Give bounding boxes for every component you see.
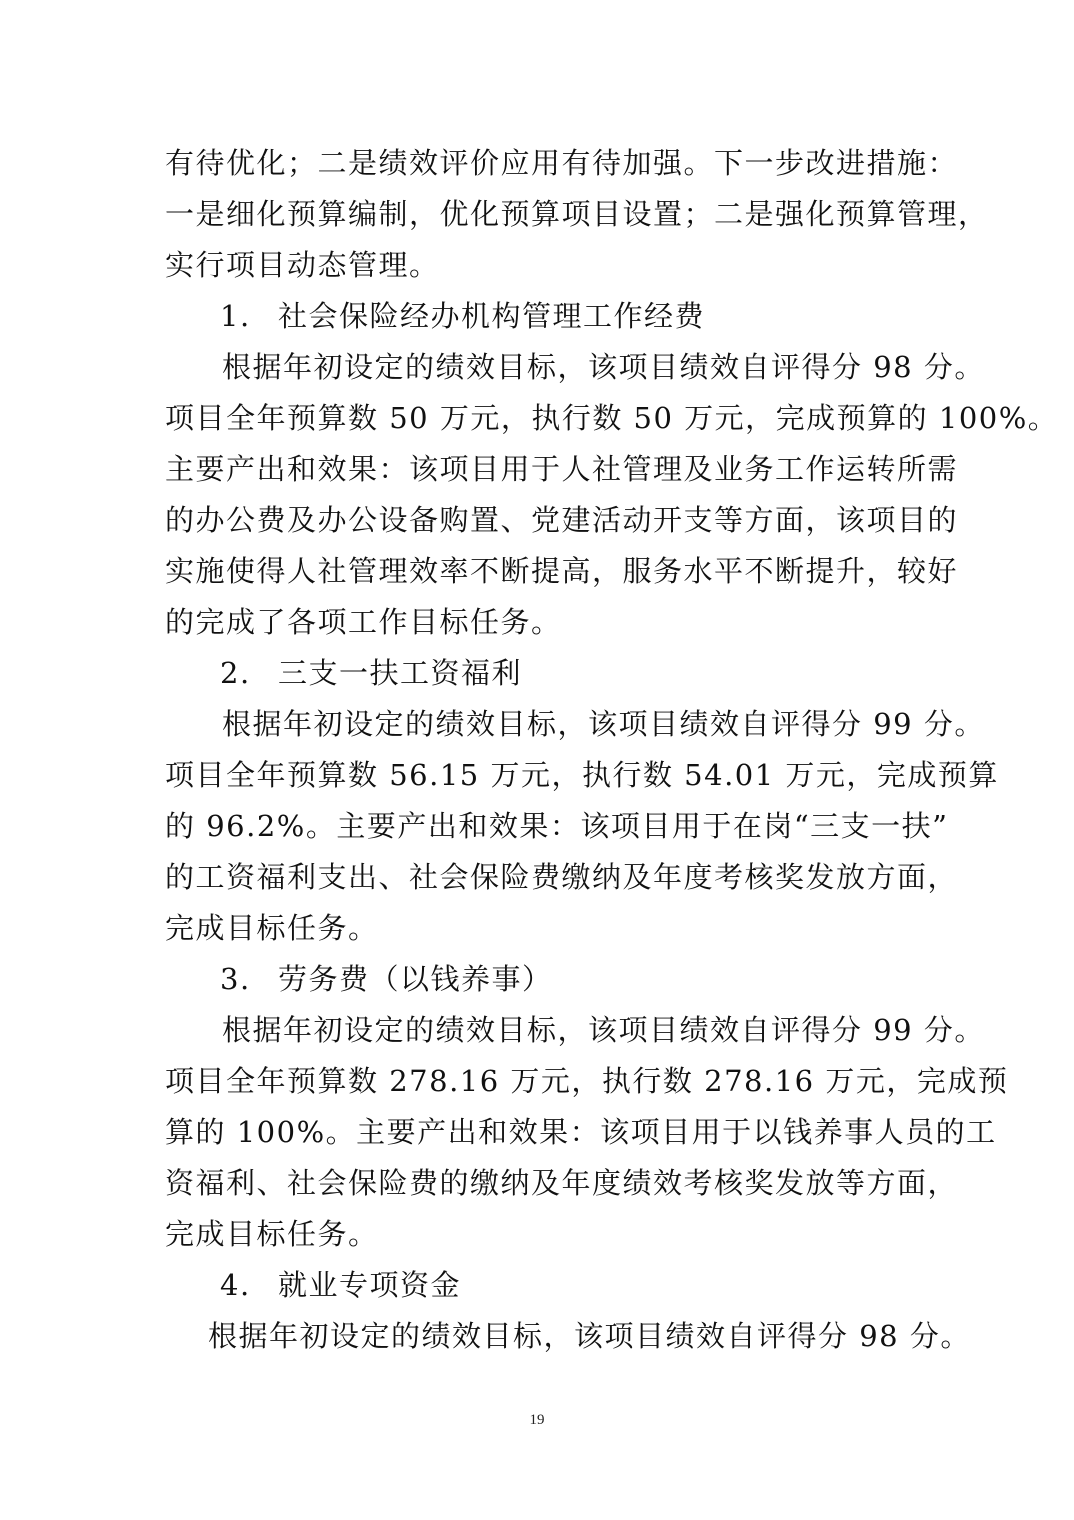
paragraph-line: 的完成了各项工作目标任务。	[165, 605, 562, 639]
section-title: 三支一扶工资福利	[278, 656, 523, 690]
paragraph-line: 项目全年预算数 50 万元，执行数 50 万元，完成预算的 100%。	[165, 401, 1059, 435]
paragraph-line: 的办公费及办公设备购置、党建活动开支等方面，该项目的	[165, 503, 959, 537]
section-number: 2.	[220, 656, 251, 690]
paragraph-line: 算的 100%。主要产出和效果：该项目用于以钱养事人员的工	[165, 1115, 997, 1149]
paragraph-line: 实行项目动态管理。	[165, 248, 440, 282]
section-heading-2	[220, 653, 970, 693]
paragraph-line: 根据年初设定的绩效目标，该项目绩效自评得分 98 分。	[222, 350, 985, 384]
paragraph-line: 根据年初设定的绩效目标，该项目绩效自评得分 99 分。	[222, 707, 985, 741]
section-number: 4.	[220, 1268, 251, 1302]
paragraph-line: 有待优化；二是绩效评价应用有待加强。下一步改进措施：	[165, 146, 959, 180]
page-number: 19	[529, 1412, 545, 1428]
paragraph-line: 一是细化预算编制，优化预算项目设置；二是强化预算管理，	[165, 197, 989, 231]
paragraph-line: 根据年初设定的绩效目标，该项目绩效自评得分 99 分。	[222, 1013, 985, 1047]
paragraph-line: 主要产出和效果：该项目用于人社管理及业务工作运转所需	[165, 452, 959, 486]
section-number: 3.	[220, 962, 251, 996]
paragraph-line: 项目全年预算数 56.15 万元，执行数 54.01 万元，完成预算	[165, 758, 999, 792]
section-number: 1.	[220, 299, 251, 333]
paragraph-line: 的 96.2%。主要产出和效果：该项目用于在岗“三支一扶”	[165, 809, 949, 843]
paragraph-line: 完成目标任务。	[165, 911, 379, 945]
paragraph-line: 项目全年预算数 278.16 万元，执行数 278.16 万元，完成预	[165, 1064, 1009, 1098]
paragraph-line: 根据年初设定的绩效目标，该项目绩效自评得分 98 分。	[208, 1319, 971, 1353]
section-title: 社会保险经办机构管理工作经费	[278, 299, 706, 333]
paragraph-line: 实施使得人社管理效率不断提高，服务水平不断提升，较好	[165, 554, 959, 588]
paragraph-line: 资福利、社会保险费的缴纳及年度绩效考核奖发放等方面，	[165, 1166, 959, 1200]
section-title: 就业专项资金	[278, 1268, 462, 1302]
paragraph-line: 完成目标任务。	[165, 1217, 379, 1251]
paragraph-line: 的工资福利支出、社会保险费缴纳及年度考核奖发放方面，	[165, 860, 959, 894]
section-heading-3	[220, 959, 970, 999]
section-heading-4	[220, 1265, 970, 1305]
section-title: 劳务费（以钱养事）	[278, 962, 553, 996]
section-heading-1	[220, 296, 970, 336]
